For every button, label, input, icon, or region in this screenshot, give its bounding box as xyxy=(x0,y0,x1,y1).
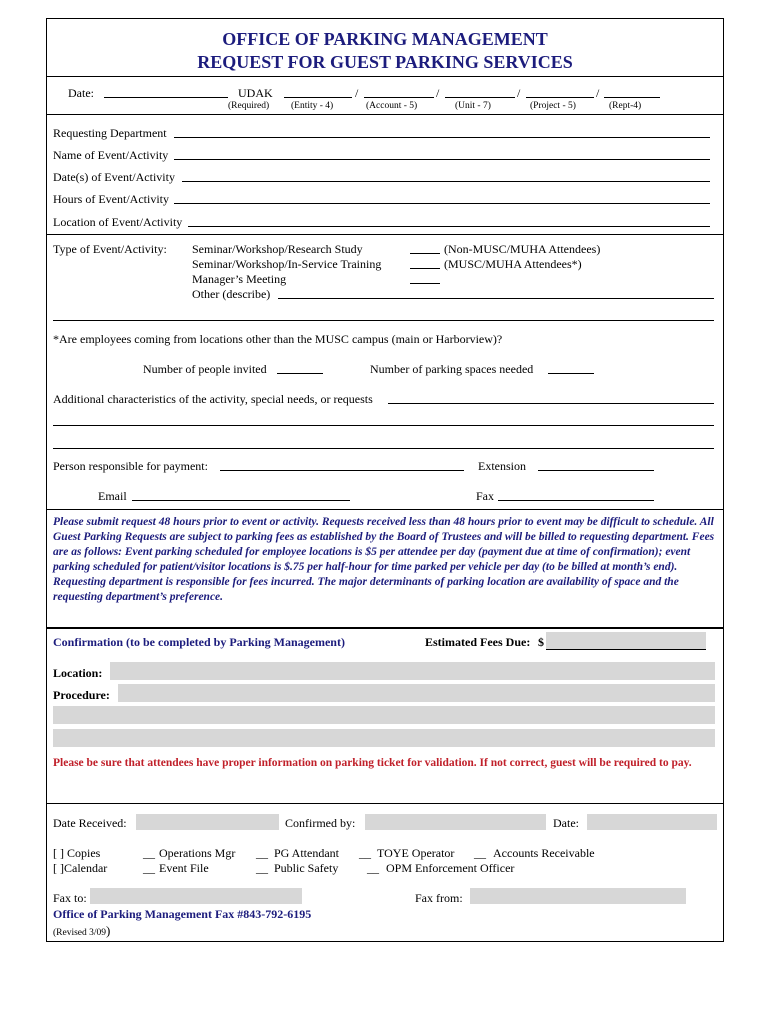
caption-rept: (Rept-4) xyxy=(609,101,642,111)
fax-label: Fax xyxy=(476,489,494,503)
location-label: Location: xyxy=(53,666,103,680)
person-responsible-field[interactable] xyxy=(220,470,464,471)
confirmation-title: Confirmation (to be completed by Parking Management) xyxy=(53,635,345,649)
requesting-department-field[interactable] xyxy=(174,137,710,138)
public-safety-label: Public Safety xyxy=(274,861,339,875)
accounts-receivable-label: Accounts Receivable xyxy=(493,846,595,860)
additional-label: Additional characteristics of the activity, special needs, or requests xyxy=(53,392,373,406)
revised-date: (Revised 3/09) xyxy=(53,923,111,938)
operations-mgr-blank[interactable]: __ xyxy=(143,846,155,860)
additional-field[interactable] xyxy=(388,403,714,404)
udak-entity-field[interactable] xyxy=(284,97,352,98)
event-dates-field[interactable] xyxy=(182,181,710,182)
opm-enforcement-label: OPM Enforcement Officer xyxy=(386,861,515,875)
fax-from-field[interactable] xyxy=(470,888,686,904)
extension-field[interactable] xyxy=(538,470,654,471)
non-musc-attendees-blank[interactable] xyxy=(410,253,440,254)
event-dates-label: Date(s) of Event/Activity xyxy=(53,170,175,184)
date-label: Date: xyxy=(68,86,94,100)
meeting-blank[interactable] xyxy=(410,283,440,284)
event-type-option: Seminar/Workshop/In-Service Training xyxy=(192,257,382,271)
caption-required: (Required) xyxy=(228,101,270,111)
campus-question: *Are employees coming from locations other than the MUSC campus (main or Harborview)? xyxy=(53,332,503,346)
event-location-label: Location of Event/Activity xyxy=(53,215,183,229)
udak-rept-field[interactable] xyxy=(604,97,660,98)
event-location-field[interactable] xyxy=(188,226,710,227)
procedure-field[interactable] xyxy=(118,684,715,702)
divider xyxy=(46,803,724,804)
spaces-needed-field[interactable] xyxy=(548,373,594,374)
validation-warning: Please be sure that attendees have proper information on parking ticket for validation. If not correct, guest will be required to pay. xyxy=(53,757,692,769)
additional-line2[interactable] xyxy=(53,425,714,426)
udak-separator: / xyxy=(596,86,600,100)
divider xyxy=(46,76,724,77)
toye-operator-blank[interactable]: __ xyxy=(359,846,371,860)
calendar-checkbox[interactable]: [ ]Calendar xyxy=(53,861,108,875)
fax-to-field[interactable] xyxy=(90,888,302,904)
caption-project: (Project - 5) xyxy=(530,101,576,111)
musc-attendees-label: (MUSC/MUHA Attendees*) xyxy=(444,257,582,271)
udak-label: UDAK xyxy=(238,86,273,100)
procedure-label: Procedure: xyxy=(53,688,110,702)
musc-attendees-blank[interactable] xyxy=(410,268,440,269)
udak-separator: / xyxy=(436,86,440,100)
copies-checkbox[interactable]: [ ] Copies xyxy=(53,846,101,860)
udak-unit-field[interactable] xyxy=(445,97,515,98)
event-name-field[interactable] xyxy=(174,159,710,160)
form-title-line1: OFFICE OF PARKING MANAGEMENT xyxy=(222,29,548,49)
procedure-field-line3[interactable] xyxy=(53,729,715,747)
udak-separator: / xyxy=(355,86,359,100)
form-title-line2: REQUEST FOR GUEST PARKING SERVICES xyxy=(197,52,573,72)
fax-from-label: Fax from: xyxy=(415,891,463,905)
event-file-label: Event File xyxy=(159,861,209,875)
pg-attendant-label: PG Attendant xyxy=(274,846,339,860)
opm-enforcement-blank[interactable]: __ xyxy=(367,861,379,875)
event-file-blank[interactable]: __ xyxy=(143,861,155,875)
date-field[interactable] xyxy=(104,97,228,98)
non-musc-attendees-label: (Non-MUSC/MUHA Attendees) xyxy=(444,242,601,256)
currency-symbol: $ xyxy=(538,635,544,649)
confirmed-by-field[interactable] xyxy=(365,814,546,830)
fax-to-label: Fax to: xyxy=(53,891,87,905)
other-describe-line2[interactable] xyxy=(53,320,714,321)
toye-operator-label: TOYE Operator xyxy=(377,846,455,860)
additional-line3[interactable] xyxy=(53,448,714,449)
submission-notice: Please submit request 48 hours prior to event or activity. Requests received less than 48 hours prior to event may be difficult to schedule. All Guest Parking Requests are subject to parking fees as established by the Board of Trustees and will be billed to requesting department. Fees are as follows: Event parking scheduled for employee locations is $5 per attendee per day (payment due at time of confirmation); event parking scheduled for patient/visitor locations is $.75 per half-hour for time parked per vehicle per day (to be billed at month’s end). Requesting department is responsible for fees incurred. The major determinants of parking location are availability of space and the requesting department’s preference. xyxy=(53,516,715,603)
procedure-field-line2[interactable] xyxy=(53,706,715,724)
office-fax-number: Office of Parking Management Fax #843-792-6195 xyxy=(53,907,312,921)
event-hours-field[interactable] xyxy=(174,203,710,204)
requesting-department-label: Requesting Department xyxy=(53,126,167,140)
estimated-fees-label: Estimated Fees Due: xyxy=(425,635,531,649)
office-date-field[interactable] xyxy=(587,814,717,830)
event-type-label: Type of Event/Activity: xyxy=(53,242,167,256)
location-field[interactable] xyxy=(110,662,715,680)
udak-project-field[interactable] xyxy=(526,97,594,98)
event-type-option: Other (describe) xyxy=(192,287,271,301)
people-invited-label: Number of people invited xyxy=(143,362,267,376)
pg-attendant-blank[interactable]: __ xyxy=(256,846,268,860)
email-field[interactable] xyxy=(132,500,350,501)
divider xyxy=(46,114,724,115)
event-hours-label: Hours of Event/Activity xyxy=(53,192,169,206)
operations-mgr-label: Operations Mgr xyxy=(159,846,236,860)
email-label: Email xyxy=(98,489,127,503)
public-safety-blank[interactable]: __ xyxy=(256,861,268,875)
udak-separator: / xyxy=(517,86,521,100)
fax-field[interactable] xyxy=(498,500,654,501)
office-date-label: Date: xyxy=(553,816,579,830)
udak-account-field[interactable] xyxy=(364,97,434,98)
people-invited-field[interactable] xyxy=(277,373,323,374)
event-name-label: Name of Event/Activity xyxy=(53,148,169,162)
event-type-option: Seminar/Workshop/Research Study xyxy=(192,242,363,256)
estimated-fees-field[interactable] xyxy=(546,632,706,650)
confirmed-by-label: Confirmed by: xyxy=(285,816,356,830)
caption-entity: (Entity - 4) xyxy=(291,101,334,111)
other-describe-field[interactable] xyxy=(278,298,714,299)
person-responsible-label: Person responsible for payment: xyxy=(53,459,208,473)
divider xyxy=(46,627,724,629)
event-type-option: Manager’s Meeting xyxy=(192,272,287,286)
caption-account: (Account - 5) xyxy=(366,101,418,111)
caption-unit: (Unit - 7) xyxy=(455,101,491,111)
extension-label: Extension xyxy=(478,459,526,473)
accounts-receivable-blank[interactable]: __ xyxy=(474,846,486,860)
divider xyxy=(46,234,724,235)
divider xyxy=(46,509,724,510)
spaces-needed-label: Number of parking spaces needed xyxy=(370,362,534,376)
date-received-field[interactable] xyxy=(136,814,279,830)
date-received-label: Date Received: xyxy=(53,816,127,830)
